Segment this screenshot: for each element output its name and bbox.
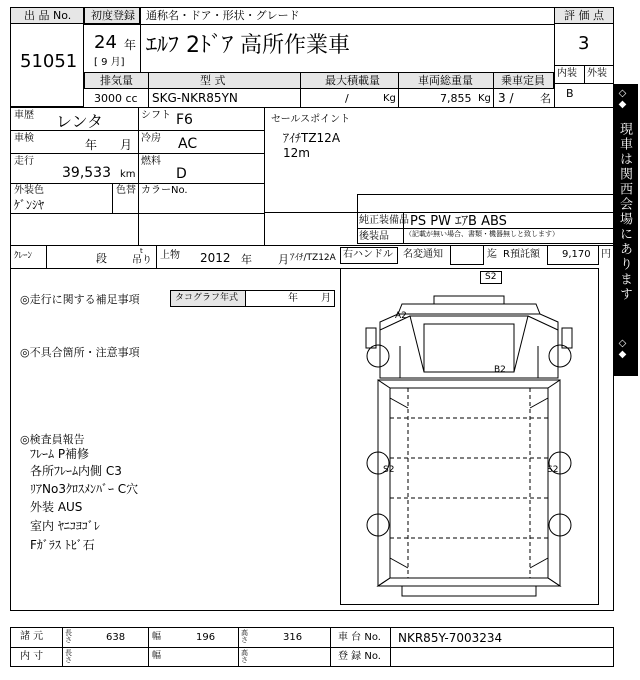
body-div [156, 245, 157, 268]
footer-div-5 [390, 627, 391, 667]
vehicle-name: ｴﾙﾌ 2ﾄﾞｱ 高所作業車 [146, 33, 350, 58]
model-value: SKG-NKR85YN [152, 91, 238, 105]
inner-width-label: 幅 [152, 651, 162, 661]
inspection-month-unit: 月 [120, 138, 133, 152]
footer-div-4 [330, 627, 331, 667]
tax-mark: 迄 [487, 249, 497, 260]
max-load-label: 最大積載量 [325, 74, 380, 87]
crane-label: ｸﾚｰﾝ [14, 251, 33, 261]
footer-div-3 [238, 627, 239, 667]
vehicle-name-label: 通称名・ドア・形状・グレード [146, 9, 300, 22]
ext-color-value: ｹﾞﾝｼﾔ [14, 198, 45, 212]
mileage-value: 39,533 [62, 165, 111, 181]
mileage-label: 走行 [14, 156, 34, 167]
mark-s2-right: S2 [547, 465, 559, 475]
footer-mid [10, 647, 614, 648]
gvw-unit: Kg [478, 93, 491, 104]
capacity-value: 3 / [498, 91, 514, 105]
spec-div-1 [148, 72, 149, 107]
first-reg-divider [140, 7, 141, 72]
mark-s2-left: S2 [383, 465, 395, 475]
length-value: 638 [106, 632, 126, 643]
shift-value: F6 [176, 112, 193, 128]
body-month-unit: 月 [278, 253, 289, 266]
mark-b2: B2 [494, 365, 506, 375]
sales-line-1: ｱｲﾁTZ12A [283, 131, 341, 145]
reg-no-label: 登 録 No. [338, 651, 381, 662]
inspector-line-5: 室内 ﾔﾆｺﾖｺﾞﾚ [30, 519, 100, 533]
spec-div-4 [493, 72, 494, 107]
capacity-label: 乗車定員 [501, 74, 545, 87]
inner-dims-label: 内 寸 [20, 651, 44, 662]
details-row-2 [10, 153, 264, 154]
sales-line-2: 12m [283, 146, 310, 160]
first-reg-label: 初度登録 [91, 9, 135, 22]
height-label: 高さ [241, 629, 248, 644]
fuel-label: 燃料 [141, 156, 161, 167]
recycle-label: R預託額 [503, 249, 540, 260]
recycle-unit: 円 [601, 249, 611, 260]
aftermarket-note: （記載が無い場合、書類・機器無しと致します） [405, 230, 559, 238]
model-label: 型 式 [200, 74, 226, 87]
recycle-value: 9,170 [562, 249, 591, 260]
mileage-unit: km [120, 169, 136, 180]
displacement-value: 3000 cc [94, 92, 138, 105]
inspector-line-4: 外装 AUS [30, 500, 83, 514]
interior-grade: B [566, 87, 574, 100]
color-change-label: 色替 [116, 185, 136, 196]
grade-value: 3 [578, 33, 590, 54]
inspection-label: 車検 [14, 133, 34, 144]
grade-label: 評 価 点 [564, 9, 604, 22]
details-row-1 [10, 130, 264, 131]
capacity-unit: 名 [540, 92, 551, 105]
tacho-label: タコグラフ年式 [175, 293, 239, 303]
aftermarket-label: 後装品 [359, 231, 389, 242]
inspection-year-unit: 年 [85, 138, 98, 152]
color-code-label: カラーNo. [141, 185, 188, 196]
chassis-label: 車 台 No. [338, 632, 381, 643]
inner-height-label: 高さ [241, 649, 248, 664]
side-banner-text: 現車は関西会場にあります [617, 122, 632, 302]
inspector-line-3: ﾘｱNo3ｸﾛｽﾒﾝﾊﾞｰ C穴 [30, 482, 139, 496]
crane-div [46, 245, 47, 268]
sales-left [264, 107, 265, 212]
inner-length-label: 長さ [65, 649, 72, 664]
mark-a2: A2 [395, 311, 407, 321]
rhd-label: 右ハンドル [343, 249, 393, 260]
grade-mid [584, 65, 585, 83]
width-value: 196 [196, 632, 216, 643]
gvw-label: 車両総重量 [418, 74, 473, 87]
width-label: 幅 [152, 632, 162, 642]
spec-div-2 [300, 72, 301, 107]
ac-label: 冷房 [141, 133, 161, 144]
color-div [112, 183, 113, 213]
ac-value: AC [178, 136, 198, 152]
equipment-label: 純正装備品 [359, 215, 409, 226]
crane-bottom [10, 268, 358, 269]
history-value: レンタ [56, 112, 103, 131]
equip-divider [357, 212, 614, 213]
max-load-value: / [345, 92, 349, 105]
exterior-label: 外装 [587, 68, 607, 79]
reg-year-unit: 年 [124, 38, 137, 52]
side-banner-top: ◇◆ [617, 88, 628, 110]
crane-hang: 吊り [132, 255, 152, 266]
body-year-unit: 年 [241, 253, 252, 266]
footer-div-1 [62, 627, 63, 667]
spec-div-3 [398, 72, 399, 107]
interior-label: 内装 [557, 68, 577, 79]
inspector-line-6: Fｶﾞﾗｽ ﾄﾋﾞ石 [30, 538, 95, 552]
ext-color-label: 外装色 [14, 185, 44, 196]
lot-number: 51051 [20, 51, 78, 72]
name-change-box [450, 245, 484, 265]
reg-month: [ 9 月] [94, 57, 125, 68]
crane-top [10, 245, 614, 246]
lot-label: 出 品 No. [24, 9, 72, 22]
details-row-4 [10, 213, 264, 214]
tacho-month-unit: 月 [321, 293, 331, 304]
tacho-year-unit: 年 [288, 293, 298, 304]
sales-title: セールスポイント [271, 114, 351, 125]
mark-s2-front-label: S2 [485, 272, 497, 282]
footer-div-2 [148, 627, 149, 667]
reg-year: 24 [94, 32, 117, 53]
header-bottom [10, 107, 614, 108]
grade-line-2 [554, 83, 614, 84]
fuel-value: D [176, 166, 187, 182]
body-model: ｱｲﾁ/TZ12A [290, 253, 336, 263]
shift-label: シフト [141, 110, 171, 121]
inspector-line-1: ﾌﾚｰﾑ P補修 [30, 447, 90, 461]
inspector-title: ◎検査員報告 [20, 433, 85, 446]
body-label: 上物 [160, 250, 180, 261]
displacement-label: 排気量 [100, 74, 133, 87]
truck-diagram [340, 268, 599, 605]
side-banner-bottom: ◇◆ [617, 338, 628, 360]
max-load-unit: Kg [383, 93, 396, 104]
name-change-label: 名変通知 [403, 249, 443, 260]
gvw-value: 7,855 [440, 92, 472, 105]
spec-label-bg [84, 72, 554, 89]
inspector-line-2: 各所ﾌﾚｰﾑ内側 C3 [30, 464, 122, 478]
height-value: 316 [283, 632, 303, 643]
history-label: 車歴 [14, 110, 34, 121]
header-line [84, 24, 554, 25]
equipment-value: PS PW ｴｱB ABS [410, 214, 507, 229]
body-year: 2012 [200, 251, 231, 265]
details-col-1 [138, 107, 139, 245]
crane-ton: t [140, 247, 143, 255]
details-row-3 [10, 183, 264, 184]
defects-title: ◎不具合箇所・注意事項 [20, 346, 140, 359]
crane-step: 段 [96, 252, 107, 265]
chassis-value: NKR85Y-7003234 [398, 631, 503, 645]
dims-label: 諸 元 [20, 631, 44, 642]
length-label: 長さ [65, 629, 72, 644]
supplement-title: ◎走行に関する補足事項 [20, 293, 140, 306]
